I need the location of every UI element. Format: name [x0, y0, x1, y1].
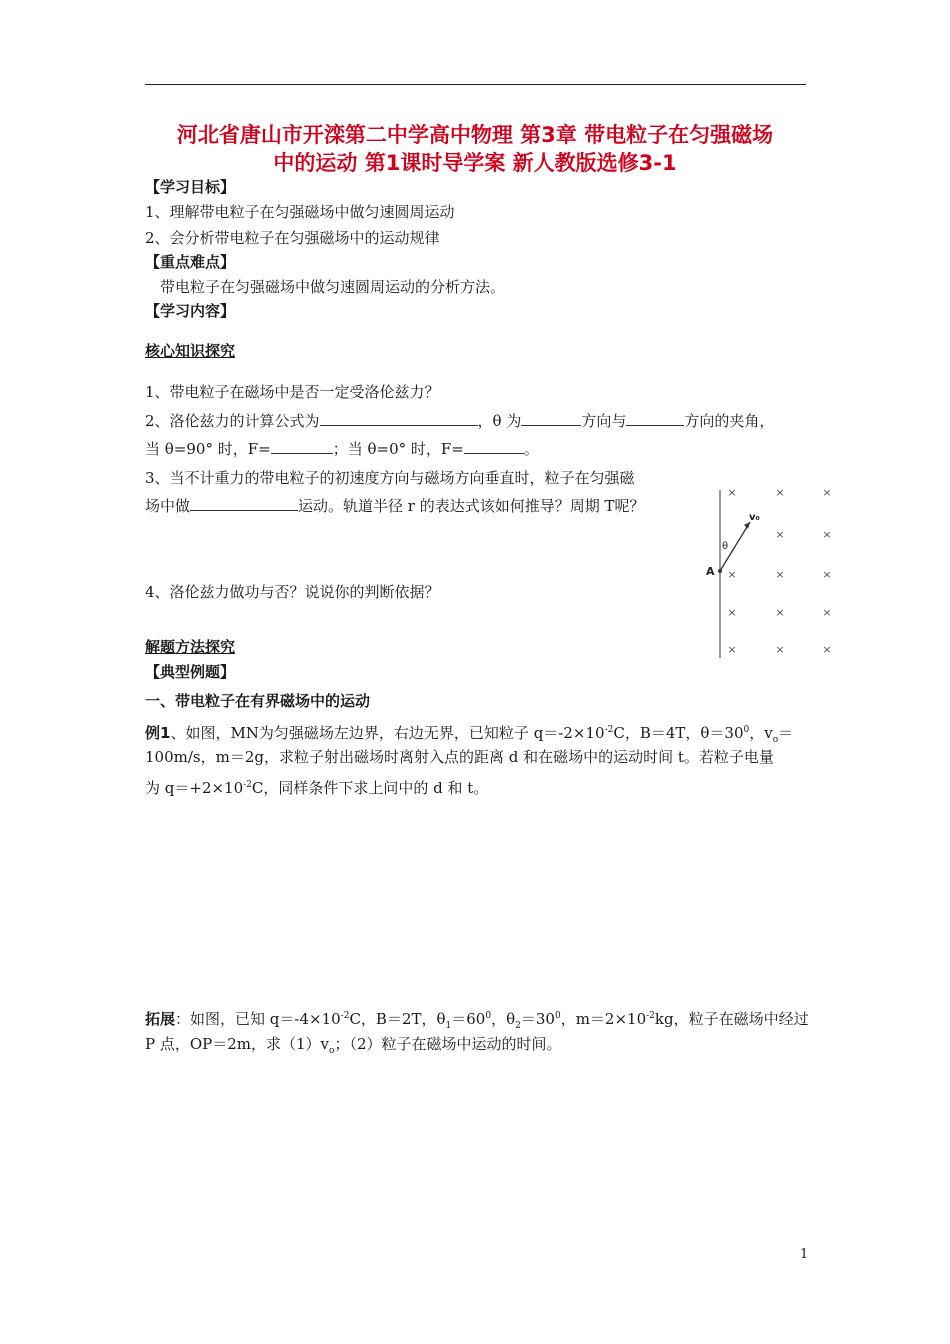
field-cross: ×: [775, 606, 785, 619]
field-cross: ×: [822, 643, 832, 656]
blank-direction-2[interactable]: [626, 411, 684, 426]
field-cross: ×: [775, 643, 785, 656]
ext-text-b: C，B＝2T，θ: [349, 1010, 446, 1028]
page-number: 1: [800, 1247, 809, 1262]
q2-text-b: ，θ 为: [477, 412, 522, 430]
field-cross: ×: [727, 486, 737, 499]
blank-formula[interactable]: [320, 411, 478, 426]
field-cross: ×: [822, 568, 832, 581]
entry-point: [718, 569, 722, 573]
example-1-label: 例1: [145, 724, 171, 742]
content-heading: 【学习内容】: [145, 302, 236, 320]
ext-sub-2: 2: [515, 1021, 521, 1031]
point-label-a: A: [706, 565, 715, 578]
blank-force-90[interactable]: [271, 439, 333, 454]
ext-text-f: ＝30: [520, 1010, 555, 1028]
ex1-line3-b: C，同样条件下求上问中的 d 和 t。: [251, 779, 489, 797]
ex1-text-b: C，B＝4T，θ＝30: [613, 724, 744, 742]
section-1-heading: 一、带电粒子在有界磁场中的运动: [145, 692, 371, 710]
magnetic-field-diagram: [700, 480, 850, 660]
question-2-line1: [145, 410, 774, 432]
field-cross: ×: [775, 568, 785, 581]
page-title-line2: 中的运动 第1课时导学案 新人教版选修3-1: [273, 151, 677, 175]
field-cross: ×: [727, 643, 737, 656]
q3-text-b: 场中做: [145, 497, 191, 515]
question-3-line1: 3、当不计重力的带电粒子的初速度方向与磁场方向垂直时，粒子在匀强磁: [145, 469, 635, 487]
key-points-heading: 【重点难点】: [145, 253, 236, 271]
ex1-text-c: ，v: [749, 724, 773, 742]
q2-text-d: 方向的夹角，: [684, 412, 775, 430]
example-1-line2: 100m/s，m＝2g，求粒子射出磁场时离射入点的距离 d 和在磁场中的运动时间 t。若粒子电量: [145, 748, 774, 766]
blank-force-0[interactable]: [464, 439, 524, 454]
ex1-text-a: 、如图，MN为匀强磁场左边界，右边无界，已知粒子 q＝-2×10: [170, 724, 605, 742]
ex1-text-d: ＝: [778, 724, 794, 742]
question-3-line2: [145, 495, 645, 517]
question-1: 1、带电粒子在磁场中是否一定受洛伦兹力？: [145, 383, 440, 401]
objectives-heading: 【学习目标】: [145, 178, 236, 196]
ex1-line3-a: 为 q＝+2×10: [145, 779, 244, 797]
q2-text-f: ；当 θ=0° 时，F=: [332, 440, 464, 458]
ex1-line3-exponent: -2: [243, 780, 252, 790]
blank-motion[interactable]: [190, 496, 298, 511]
q2-text-c: 方向与: [581, 412, 627, 430]
q2-text-g: 。: [523, 440, 539, 458]
method-heading: 解题方法探究: [145, 638, 236, 656]
key-points-text: 带电粒子在匀强磁场中做匀速圆周运动的分析方法。: [160, 278, 506, 296]
ex1-degree: 0: [743, 725, 750, 735]
field-cross: ×: [727, 568, 737, 581]
ext-line2-a: P 点，OP＝2m，求（1）v: [145, 1035, 330, 1053]
question-2-line2: [145, 438, 539, 460]
angle-label: θ: [722, 541, 729, 552]
ext-exponent-2: -2: [646, 1011, 655, 1021]
ext-text-h: kg，粒子在磁场中经过: [654, 1010, 809, 1028]
examples-heading: 【典型例题】: [145, 663, 236, 681]
extension-line2: [145, 1033, 562, 1062]
field-crosses: [727, 486, 831, 656]
ext-text-c: ＝60: [451, 1010, 486, 1028]
ext-line2-b: ；（2）粒子在磁场中运动的时间。: [334, 1035, 562, 1053]
ext-line2-sub: o: [329, 1046, 335, 1056]
q2-text-e: 当 θ=90° 时，F=: [145, 440, 271, 458]
field-cross: ×: [822, 606, 832, 619]
objective-item-2: 2、会分析带电粒子在匀强磁场中的运动规律: [145, 229, 440, 247]
header-rule: [145, 84, 806, 85]
field-cross: ×: [775, 486, 785, 499]
page-title-line1: 河北省唐山市开滦第二中学高中物理 第3章 带电粒子在匀强磁场: [176, 123, 774, 147]
ext-text-a: ：如图，已知 q＝-4×10: [175, 1010, 341, 1028]
blank-direction-1[interactable]: [521, 411, 581, 426]
question-4: 4、洛伦兹力做功与否？说说你的判断依据？: [145, 583, 440, 601]
q3-text-c: 运动。轨道半径 r 的表达式该如何推导？周期 T呢？: [298, 497, 645, 515]
field-cross: ×: [822, 528, 832, 541]
core-heading: 核心知识探究: [145, 342, 236, 360]
ext-sub-1: 1: [445, 1021, 452, 1031]
velocity-arrowhead: [744, 522, 750, 529]
ex1-subscript: o: [772, 735, 779, 745]
ext-text-g: ，m＝2×10: [560, 1010, 647, 1028]
ext-exponent-1: -2: [340, 1011, 350, 1021]
ext-text-e: ，θ: [491, 1010, 516, 1028]
q2-text-a: 2、洛伦兹力的计算公式为: [145, 412, 320, 430]
ex1-exponent: -2: [604, 725, 614, 735]
field-cross: ×: [775, 528, 785, 541]
objective-item-1: 1、理解带电粒子在匀强磁场中做匀速圆周运动: [145, 203, 455, 221]
example-1-line3: [145, 774, 488, 799]
field-cross: ×: [822, 486, 832, 499]
field-cross: ×: [727, 606, 737, 619]
extension-label: 拓展: [145, 1010, 176, 1028]
velocity-label: v₀: [749, 512, 760, 523]
ext-degree-1: 0: [485, 1011, 492, 1021]
ext-degree-2: 0: [554, 1011, 561, 1021]
